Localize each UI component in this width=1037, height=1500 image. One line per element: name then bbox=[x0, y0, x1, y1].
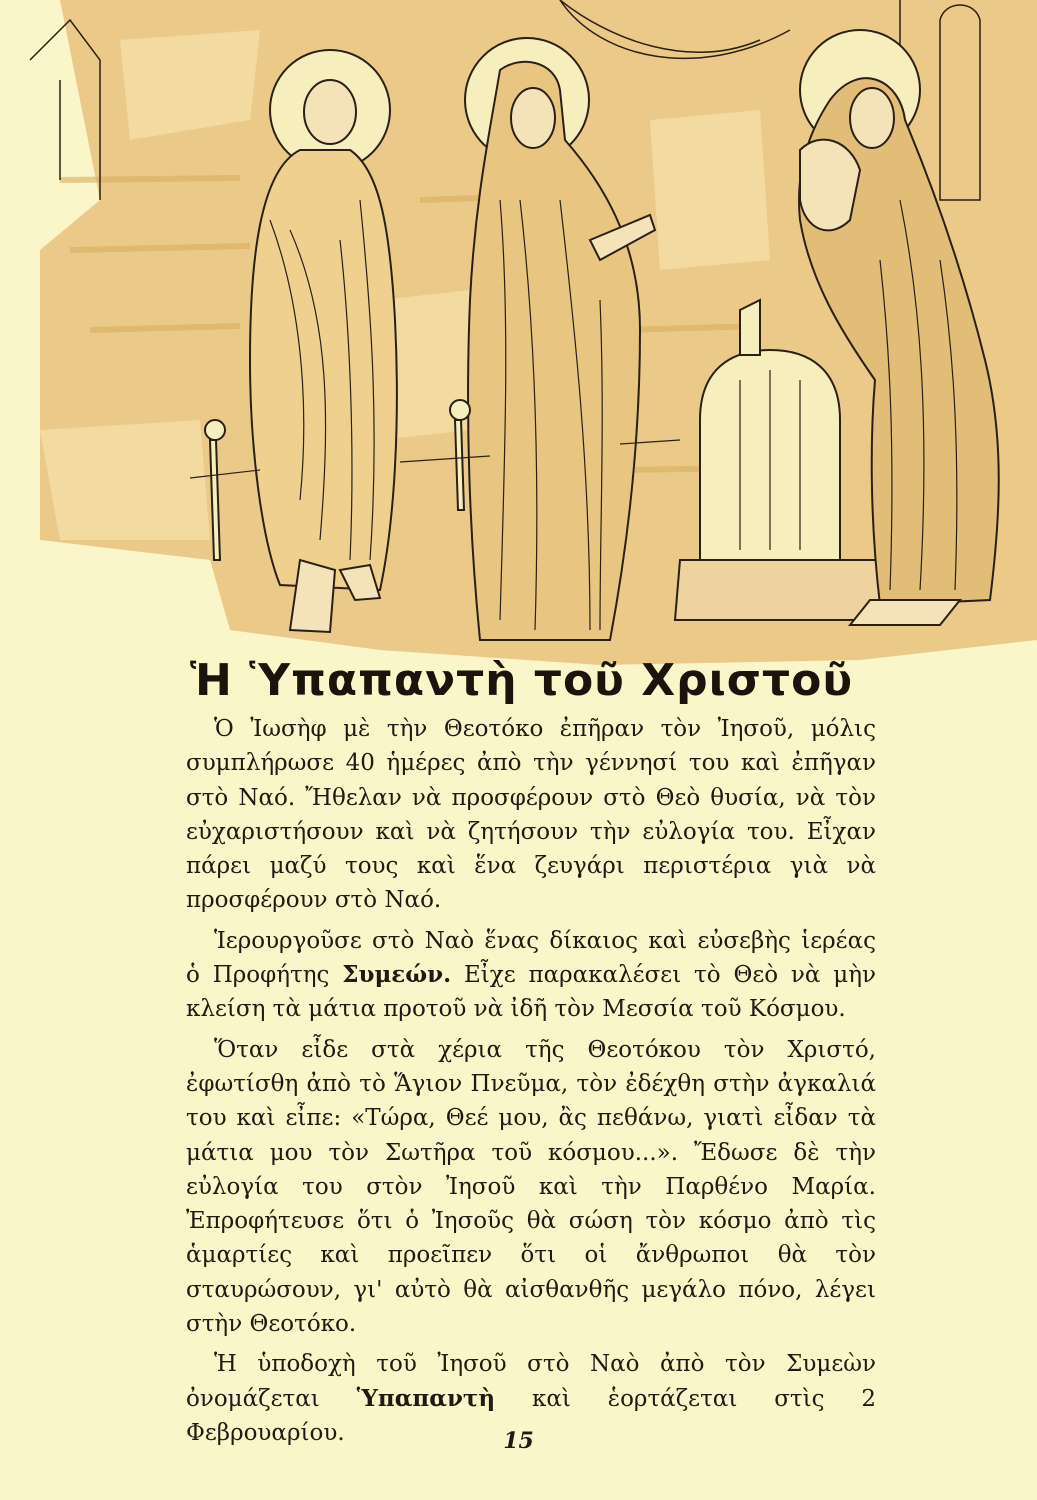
text-run: Ὁ Ἰωσὴφ μὲ τὴν Θεοτόκο ἐπῆραν τὸν Ἰησοῦ, μόλις συμπλήρωσε 40 ἡμέρες ἀπὸ τὴν γέννησί του καὶ ἐπῆγαν στὸ Ναό. Ἤθελαν νὰ προσφέρουν στὸ Θεὸ θυσία, νὰ τὸν εὐχαριστήσουν καὶ νὰ ζητήσουν τὴν εὐλογία του. Εἶχαν πάρει μαζύ τους καὶ ἕνα ζευγάρι περιστέρια γιὰ νὰ προσφέρουν στὸ Ναό. bbox=[186, 716, 876, 914]
text-run: Ἱερουργοῦσε στὸ Ναὸ ἕνας δίκαιος καὶ εὐσεβὴς ἱερέας ὁ Προφήτης bbox=[186, 927, 876, 989]
paragraph bbox=[186, 1033, 876, 1342]
bold-term: Ὑπαπαντὴ bbox=[356, 1384, 496, 1412]
presentation-illustration bbox=[0, 0, 1037, 700]
page-number: 15 bbox=[503, 1428, 534, 1454]
paragraph bbox=[186, 712, 876, 918]
bold-term: Συμεών. bbox=[342, 961, 452, 989]
icon-illustration bbox=[0, 0, 1037, 700]
body-text bbox=[186, 712, 876, 1450]
page-title: Ἡ Ὑπαπαντὴ τοῦ Χριστοῦ bbox=[190, 655, 854, 706]
paragraph bbox=[186, 924, 876, 1027]
text-run: Ἡ ὑποδοχὴ τοῦ Ἰησοῦ στὸ Ναὸ ἀπὸ τὸν Συμεὼν ὀνομάζεται bbox=[186, 1351, 876, 1412]
text-run: Εἶχε παρακαλέσει τὸ Θεὸ νὰ μὴν κλείση τὰ μάτια προτοῦ νὰ ἰδῆ τὸν Μεσσία τοῦ Κόσμου. bbox=[186, 962, 876, 1023]
text-run: Ὅταν εἶδε στὰ χέρια τῆς Θεοτόκου τὸν Χριστό, ἐφωτίσθη ἀπὸ τὸ Ἅγιον Πνεῦμα, τὸν ἐδέχθη στὴν ἀγκαλιά του καὶ εἶπε: «Τώρα, Θεέ μου, ἂς πεθάνω, γιατὶ εἶδαν τὰ μάτια μου τὸν Σωτῆρα τοῦ κόσμου...». Ἔδωσε δὲ τὴν εὐλογία του στὸν Ἰησοῦ καὶ τὴν Παρθένο Μαρία. Ἐπροφήτευσε ὅτι ὁ Ἰησοῦς θὰ σώση τὸν κόσμο ἀπὸ τὶς ἁμαρτίες καὶ προεῖπεν ὅτι οἱ ἄνθρωποι θὰ τὸν σταυρώσουν, γι' αὐτὸ θὰ αἰσθανθῆς μεγάλο πόνο, λέγει στὴν Θεοτόκο. bbox=[186, 1036, 876, 1338]
text-run: καὶ ἑορτάζεται στὶς 2 Φεβρουαρίου. bbox=[186, 1385, 877, 1446]
